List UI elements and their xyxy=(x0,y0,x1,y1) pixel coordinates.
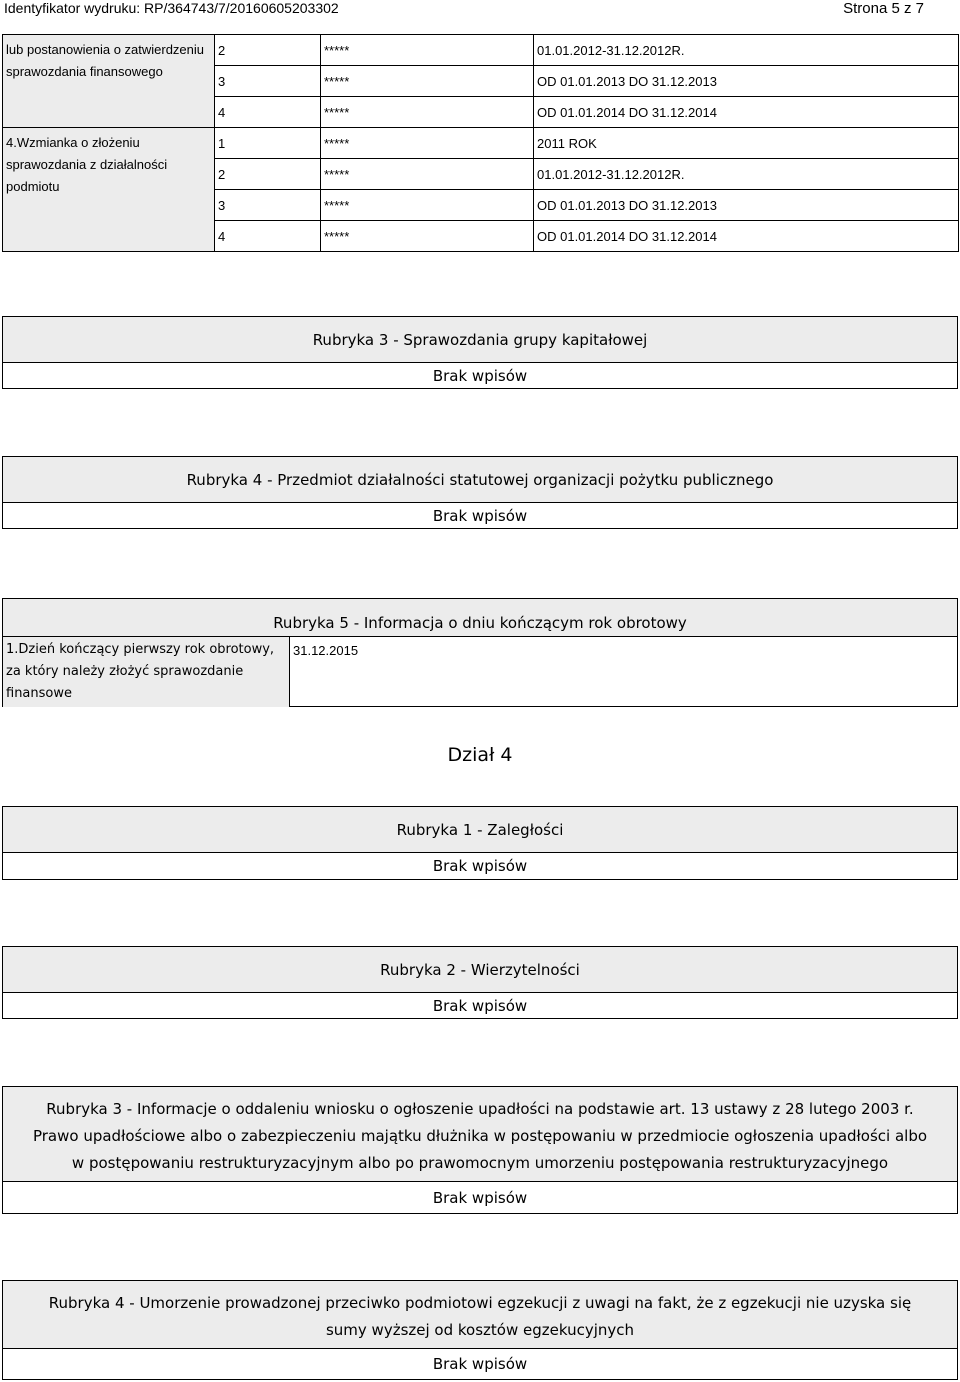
section-body: Brak wpisów xyxy=(432,366,528,385)
section-title-line: sumy wyższej od kosztów egzekucyjnych xyxy=(325,1320,635,1339)
section-title: Rubryka 4 - Przedmiot działalności statutowej organizacji pożytku publicznego xyxy=(3,457,957,503)
row-number: 3 xyxy=(215,190,321,221)
row-number: 4 xyxy=(215,221,321,252)
division-title: Dział 4 xyxy=(447,744,513,766)
section-title xyxy=(3,1281,957,1349)
row-stars: ***** xyxy=(321,159,534,190)
section-title: Rubryka 3 - Sprawozdania grupy kapitałowej xyxy=(3,317,957,363)
page-number: Strona 5 z 7 xyxy=(843,0,924,17)
group-label: 4.Wzmianka o złożeniu sprawozdania z działalności podmiotu xyxy=(3,128,215,252)
section-body: Brak wpisów xyxy=(432,1188,528,1207)
reports-table xyxy=(2,34,958,252)
row-number: 2 xyxy=(215,159,321,190)
row-period: 01.01.2012-31.12.2012R. xyxy=(534,159,959,190)
section-title xyxy=(3,1087,957,1182)
section-body: Brak wpisów xyxy=(432,857,528,875)
section-rubryka-4 xyxy=(2,456,958,529)
row-number: 4 xyxy=(215,97,321,128)
row-number: 2 xyxy=(215,35,321,66)
row-stars: ***** xyxy=(321,190,534,221)
fiscal-year-end-value: 31.12.2015 xyxy=(293,643,359,658)
row-period: 01.01.2012-31.12.2012R. xyxy=(534,35,959,66)
section-rubryka-5 xyxy=(2,598,958,707)
row-stars: ***** xyxy=(321,35,534,66)
row-number: 3 xyxy=(215,66,321,97)
row-period: 2011 ROK xyxy=(534,128,959,159)
fiscal-year-end-label: 1.Dzień kończący pierwszy rok obrotowy, za który należy złożyć sprawozdanie finansowe xyxy=(3,637,290,707)
section-title: Rubryka 1 - Zaległości xyxy=(3,807,957,853)
section-title-line: Rubryka 3 - Informacje o oddaleniu wniosku o ogłoszenie upadłości na podstawie art. 13 ustawy z 28 lutego 2003 r. xyxy=(46,1099,914,1118)
section-body: Brak wpisów xyxy=(432,506,528,525)
section-rubryka-3 xyxy=(2,316,958,389)
row-number: 1 xyxy=(215,128,321,159)
row-period: OD 01.01.2014 DO 31.12.2014 xyxy=(534,97,959,128)
row-stars: ***** xyxy=(321,97,534,128)
group-label: lub postanowienia o zatwierdzeniu sprawozdania finansowego xyxy=(3,35,215,128)
row-period: OD 01.01.2014 DO 31.12.2014 xyxy=(534,221,959,252)
section-title-line: w postępowaniu restrukturyzacyjnym albo po prawomocnym umorzeniu postępowania restrukturyzacyjnego xyxy=(71,1153,889,1172)
row-stars: ***** xyxy=(321,66,534,97)
section-d4-rubryka-4 xyxy=(2,1280,958,1380)
row-stars: ***** xyxy=(321,221,534,252)
section-body: Brak wpisów xyxy=(432,1355,528,1373)
section-d4-rubryka-2 xyxy=(2,946,958,1019)
section-title-line: Rubryka 4 - Umorzenie prowadzonej przeciwko podmiotowi egzekucji z uwagi na fakt, że z egzekucji nie uzyska się xyxy=(48,1293,912,1312)
row-period: OD 01.01.2013 DO 31.12.2013 xyxy=(534,66,959,97)
row-stars: ***** xyxy=(321,128,534,159)
section-d4-rubryka-1 xyxy=(2,806,958,880)
section-title: Rubryka 2 - Wierzytelności xyxy=(3,947,957,993)
print-identifier: Identyfikator wydruku: RP/364743/7/20160605203302 xyxy=(4,0,339,16)
section-title-line: Prawo upadłościowe albo o zabezpieczeniu majątku dłużnika w postępowaniu w przedmiocie ogłoszenia upadłości albo xyxy=(32,1126,928,1145)
section-title: Rubryka 5 - Informacja o dniu kończącym rok obrotowy xyxy=(3,599,957,637)
print-header xyxy=(0,0,960,19)
section-d4-rubryka-3 xyxy=(2,1086,958,1214)
row-period: OD 01.01.2013 DO 31.12.2013 xyxy=(534,190,959,221)
section-body: Brak wpisów xyxy=(432,996,528,1015)
